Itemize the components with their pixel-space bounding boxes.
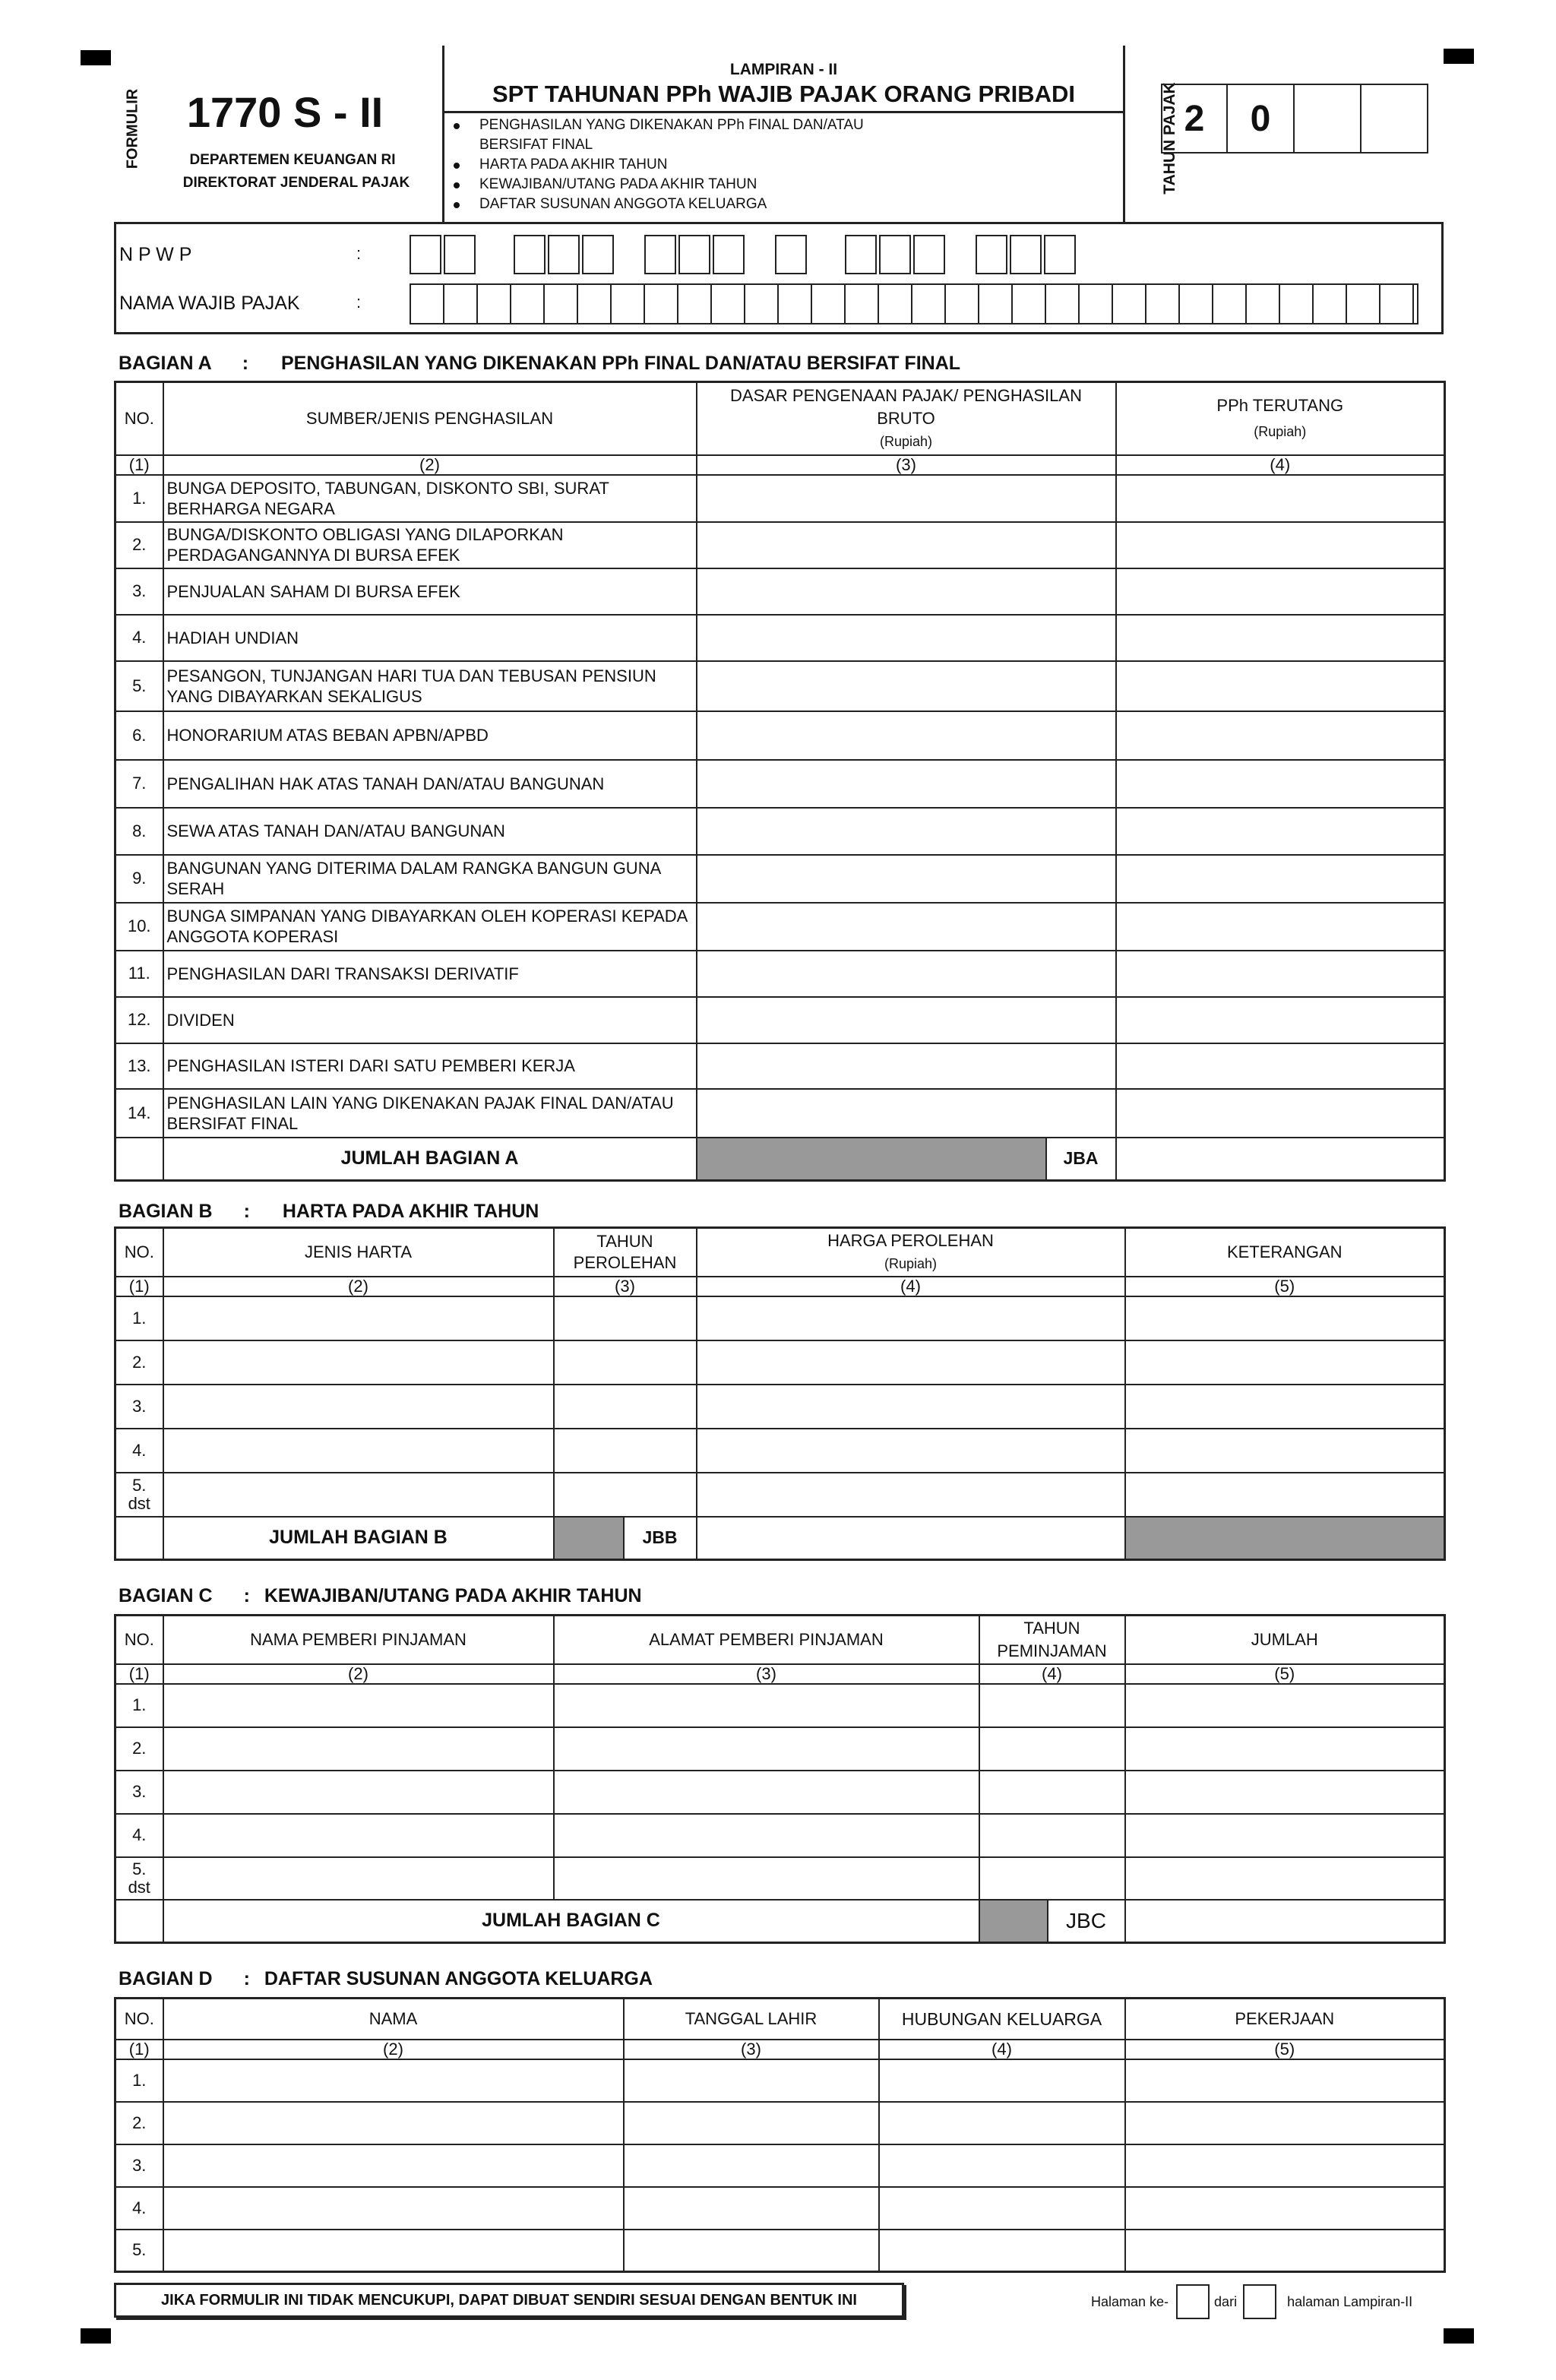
dasar-input[interactable] [697,661,1116,711]
tahun-input[interactable] [979,1684,1125,1727]
keterangan-input[interactable] [1125,1473,1445,1517]
dept-line-2: DIREKTORAT JENDERAL PAJAK [182,175,410,191]
col-number: (1) [115,1664,163,1684]
col-header-tahun: TAHUN PEMINJAMAN [979,1616,1125,1664]
tanggal-lahir-input[interactable] [624,2187,879,2230]
table-row [115,951,1445,997]
tahun-input[interactable] [554,1296,697,1340]
row-no: 3. [115,568,163,615]
tanggal-lahir-input[interactable] [624,2230,879,2272]
form-title: SPT TAHUNAN PPh WAJIB PAJAK ORANG PRIBADI [492,81,1075,107]
table-row [115,522,1445,568]
npwp-digit-box[interactable] [444,235,476,274]
formulir-label: FORMULIR [124,88,141,169]
bagian-c-label: BAGIAN C [119,1585,213,1606]
col-number: (2) [163,1664,554,1684]
table-row [115,808,1445,855]
table-row [115,2144,1445,2187]
year-digit-box[interactable] [1362,84,1428,153]
row-no: 1. [115,1296,163,1340]
col-header-dasar-label: DASAR PENGENAAN PAJAK/ PENGHASILAN BRUTO [730,385,1082,428]
tahun-input[interactable] [979,1727,1125,1771]
col-number: (3) [554,1664,979,1684]
npwp-boxes [410,235,1078,274]
npwp-digit-box[interactable] [879,235,911,274]
row-desc: BANGUNAN YANG DITERIMA DALAM RANGKA BANGUN GUNA SERAH [163,855,697,903]
registration-mark-bottom-right [1444,2328,1474,2344]
bagian-b-colon: : [243,1201,250,1222]
nama-boxes[interactable] [410,283,1418,324]
row-no: 4. [115,615,163,661]
year-digit-box[interactable] [1161,84,1228,153]
tahun-pajak-label: TAHUN PAJAK [1161,82,1178,195]
form-header [114,46,1444,222]
row-desc: PENGHASILAN ISTERI DARI SATU PEMBERI KERJA [163,1043,697,1089]
row-desc: SEWA ATAS TANAH DAN/ATAU BANGUNAN [163,808,697,855]
bagian-d-table [114,1997,1446,2273]
hubungan-input[interactable] [879,2059,1125,2102]
tanggal-lahir-input[interactable] [624,2144,879,2187]
col-number: (3) [554,1277,697,1296]
col-number: (3) [697,455,1116,475]
npwp-digit-box[interactable] [976,235,1007,274]
nama-input[interactable] [163,2230,624,2272]
dasar-input[interactable] [697,808,1116,855]
pph-input[interactable] [1116,615,1445,661]
jumlah-input[interactable] [1125,1857,1445,1900]
npwp-label: N P W P [119,244,192,265]
total-cell-group [554,1517,697,1560]
nama-label: NAMA WAJIB PAJAK [119,293,300,314]
col-header-keterangan: KETERANGAN [1125,1228,1445,1277]
total-pph-input[interactable] [1116,1138,1445,1181]
pekerjaan-input[interactable] [1125,2144,1445,2187]
nama-input[interactable] [163,1684,554,1727]
alamat-input[interactable] [554,1771,979,1814]
bagian-b-heading [119,1201,539,1223]
col-header-no: NO. [115,382,163,455]
dasar-input[interactable] [697,951,1116,997]
col-header-no: NO. [115,1228,163,1277]
table-row [115,568,1445,615]
dasar-input[interactable] [697,475,1116,522]
col-number: (5) [1125,1277,1445,1296]
col-header-no: NO. [115,1616,163,1664]
col-header-no: NO. [115,1999,163,2040]
dasar-input[interactable] [697,1043,1116,1089]
total-code: JBB [642,1527,678,1547]
tahun-input[interactable] [554,1429,697,1473]
col-number: (2) [163,455,697,475]
jenis-input[interactable] [163,1385,554,1429]
row-desc: PESANGON, TUNJANGAN HARI TUA DAN TEBUSAN PENSIUN YANG DIBAYARKAN SEKALIGUS [163,661,697,711]
alamat-input[interactable] [554,1857,979,1900]
col-header-pph [1116,382,1445,455]
shaded-cell [555,1518,625,1559]
jenis-input[interactable] [163,1473,554,1517]
table-row [115,1771,1445,1814]
dasar-input[interactable] [697,855,1116,903]
dasar-input[interactable] [697,997,1116,1043]
npwp-digit-box[interactable] [845,235,877,274]
row-no: 11. [115,951,163,997]
table-row [115,661,1445,711]
keterangan-input[interactable] [1125,1340,1445,1385]
pph-input[interactable] [1116,711,1445,760]
row-no: 4. [115,1814,163,1857]
row-desc: HADIAH UNDIAN [163,615,697,661]
row-desc: PENGALIHAN HAK ATAS TANAH DAN/ATAU BANGUNAN [163,760,697,808]
row-no: 5. dst [115,1857,163,1900]
tahun-input[interactable] [554,1473,697,1517]
col-number: (4) [979,1664,1125,1684]
pph-input[interactable] [1116,475,1445,522]
row-no: 3. [115,1771,163,1814]
row-no: 4. [115,1429,163,1473]
col-number: (1) [115,1277,163,1296]
nama-colon: : [356,293,362,312]
col-number: (2) [163,1277,554,1296]
alamat-input[interactable] [554,1727,979,1771]
tahun-input[interactable] [554,1340,697,1385]
row-no: 3. [115,2144,163,2187]
pph-input[interactable] [1116,997,1445,1043]
nama-input[interactable] [163,2187,624,2230]
total-row [115,1900,1445,1943]
total-cell-group [979,1900,1125,1943]
harga-input[interactable] [697,1429,1125,1473]
contents-item: DAFTAR SUSUNAN ANGGOTA KELUARGA [444,195,931,214]
nama-input[interactable] [163,2059,624,2102]
pph-input[interactable] [1116,1089,1445,1138]
tanggal-lahir-input[interactable] [624,2059,879,2102]
page-indicator [1091,2284,1412,2319]
npwp-digit-box[interactable] [644,235,676,274]
total-row [115,1517,1445,1560]
nama-input[interactable] [163,2102,624,2144]
col-header-tanggal-lahir: TANGGAL LAHIR [624,1999,879,2040]
registration-mark-top-right [1444,49,1474,64]
bagian-d-title: DAFTAR SUSUNAN ANGGOTA KELUARGA [264,1968,653,1989]
col-number: (4) [697,1277,1125,1296]
dasar-input[interactable] [697,711,1116,760]
pph-input[interactable] [1116,903,1445,951]
total-cell-group [697,1138,1116,1181]
row-desc: BUNGA/DISKONTO OBLIGASI YANG DILAPORKAN PERDAGANGANNYA DI BURSA EFEK [163,522,697,568]
shaded-cell [697,1138,1047,1179]
row-no: 2. [115,2102,163,2144]
pph-input[interactable] [1116,760,1445,808]
total-pages-box[interactable] [1243,2284,1276,2319]
dari-label: dari [1214,2293,1238,2309]
nama-input[interactable] [163,1771,554,1814]
table-row [115,1429,1445,1473]
table-row [115,2230,1445,2272]
table-row [115,615,1445,661]
hubungan-input[interactable] [879,2187,1125,2230]
contents-item: KEWAJIBAN/UTANG PADA AKHIR TAHUN [444,175,931,195]
npwp-digit-box[interactable] [548,235,580,274]
col-header-tahun: TAHUN PEROLEHAN [554,1228,697,1277]
col-number: (4) [879,2040,1125,2059]
npwp-digit-box[interactable] [582,235,614,274]
tahun-input[interactable] [979,1857,1125,1900]
jumlah-input[interactable] [1125,1727,1445,1771]
row-no: 7. [115,760,163,808]
table-row [115,2059,1445,2102]
bagian-d-heading [119,1968,653,1990]
year-box-group [1161,84,1428,153]
table-row [115,1043,1445,1089]
halaman-lampiran-label: halaman Lampiran-II [1287,2293,1413,2309]
row-desc: PENJUALAN SAHAM DI BURSA EFEK [163,568,697,615]
col-header-dasar-unit: (Rupiah) [879,433,933,449]
col-header-pekerjaan: PEKERJAAN [1125,1999,1445,2040]
col-header-hubungan: HUBUNGAN KELUARGA [879,1999,1125,2040]
footer-note: JIKA FORMULIR INI TIDAK MENCUKUPI, DAPAT DIBUAT SENDIRI SESUAI DENGAN BENTUK INI [114,2283,904,2318]
row-no: 1. [115,475,163,522]
col-header-pph-unit: (Rupiah) [1254,423,1307,439]
bagian-c-title: KEWAJIBAN/UTANG PADA AKHIR TAHUN [264,1585,642,1606]
col-header-dasar [697,382,1116,455]
bagian-b-title: HARTA PADA AKHIR TAHUN [282,1201,539,1222]
table-row [115,2102,1445,2144]
row-desc: PENGHASILAN DARI TRANSAKSI DERIVATIF [163,951,697,997]
jumlah-input[interactable] [1125,1771,1445,1814]
harga-input[interactable] [697,1340,1125,1385]
npwp-digit-box[interactable] [410,235,441,274]
bagian-a-heading [119,353,960,375]
dasar-input[interactable] [697,1089,1116,1138]
col-number: (1) [115,455,163,475]
contents-item: HARTA PADA AKHIR TAHUN [444,155,931,175]
col-number: (3) [624,2040,879,2059]
row-desc: PENGHASILAN LAIN YANG DIKENAKAN PAJAK FINAL DAN/ATAU BERSIFAT FINAL [163,1089,697,1138]
page-number-box[interactable] [1176,2284,1210,2319]
npwp-digit-box[interactable] [1010,235,1042,274]
pph-input[interactable] [1116,855,1445,903]
col-number: (4) [1116,455,1445,475]
total-label: JUMLAH BAGIAN A [163,1138,697,1181]
dasar-input[interactable] [697,760,1116,808]
table-row [115,1684,1445,1727]
title-underline [444,111,1123,113]
shaded-cell [980,1901,1048,1942]
row-no: 6. [115,711,163,760]
total-code: JBC [1066,1908,1106,1932]
form-code: 1770 S - II [186,88,384,136]
col-header-sumber: SUMBER/JENIS PENGHASILAN [163,382,697,455]
bagian-c-colon: : [243,1585,250,1606]
bagian-a-label: BAGIAN A [119,353,211,374]
pekerjaan-input[interactable] [1125,2102,1445,2144]
table-row [115,2187,1445,2230]
total-harga-input[interactable] [697,1517,1125,1560]
nama-input[interactable] [163,2144,624,2187]
total-label: JUMLAH BAGIAN C [163,1900,979,1943]
col-header-harga-label: HARGA PEROLEHAN [827,1230,994,1250]
keterangan-input[interactable] [1125,1385,1445,1429]
pph-input[interactable] [1116,661,1445,711]
table-row [115,997,1445,1043]
npwp-digit-box[interactable] [1044,235,1076,274]
table-row [115,1727,1445,1771]
table-row [115,855,1445,903]
row-no: 2. [115,522,163,568]
harga-input[interactable] [697,1296,1125,1340]
table-row [115,1340,1445,1385]
bagian-b-table [114,1226,1446,1561]
row-no: 8. [115,808,163,855]
row-no: 5. [115,2230,163,2272]
pekerjaan-input[interactable] [1125,2230,1445,2272]
npwp-colon: : [356,244,362,263]
alamat-input[interactable] [554,1684,979,1727]
tahun-input[interactable] [554,1385,697,1429]
col-header-alamat: ALAMAT PEMBERI PINJAMAN [554,1616,979,1664]
dasar-input[interactable] [697,568,1116,615]
npwp-digit-box[interactable] [913,235,945,274]
table-row [115,475,1445,522]
jumlah-input[interactable] [1125,1814,1445,1857]
row-desc: HONORARIUM ATAS BEBAN APBN/APBD [163,711,697,760]
col-header-nama: NAMA [163,1999,624,2040]
col-number: (1) [115,2040,163,2059]
registration-mark-bottom-left [81,2328,111,2344]
table-row [115,1857,1445,1900]
total-label: JUMLAH BAGIAN B [163,1517,554,1560]
nama-input[interactable] [163,1814,554,1857]
col-number: (2) [163,2040,624,2059]
pekerjaan-input[interactable] [1125,2187,1445,2230]
jenis-input[interactable] [163,1340,554,1385]
jenis-input[interactable] [163,1296,554,1340]
row-desc: BUNGA DEPOSITO, TABUNGAN, DISKONTO SBI, SURAT BERHARGA NEGARA [163,475,697,522]
year-digit-box[interactable] [1295,84,1362,153]
table-row [115,1814,1445,1857]
col-number: (5) [1125,1664,1445,1684]
keterangan-input[interactable] [1125,1429,1445,1473]
bagian-a-colon: : [242,353,249,374]
bagian-a-table [114,381,1446,1182]
year-digit-box[interactable] [1228,84,1295,153]
row-desc: DIVIDEN [163,997,697,1043]
identity-box [114,222,1444,334]
tahun-input[interactable] [979,1814,1125,1857]
table-row [115,711,1445,760]
row-no: 5. dst [115,1473,163,1517]
col-header-pph-label: PPh TERUTANG [1216,395,1344,415]
table-row [115,1473,1445,1517]
jumlah-input[interactable] [1125,1684,1445,1727]
npwp-digit-box[interactable] [514,235,546,274]
row-no: 1. [115,2059,163,2102]
table-row [115,760,1445,808]
harga-input[interactable] [697,1473,1125,1517]
contents-list [444,116,931,214]
bagian-b-label: BAGIAN B [119,1201,213,1222]
table-row [115,903,1445,951]
dasar-input[interactable] [697,903,1116,951]
dasar-input[interactable] [697,615,1116,661]
row-no: 9. [115,855,163,903]
col-number: (5) [1125,2040,1445,2059]
row-no: 2. [115,1727,163,1771]
row-no: 14. [115,1089,163,1138]
header-divider-right [1123,46,1125,222]
hubungan-input[interactable] [879,2144,1125,2187]
total-row [115,1138,1445,1181]
row-no: 2. [115,1340,163,1385]
nama-input[interactable] [163,1727,554,1771]
col-header-harga [697,1228,1125,1277]
keterangan-input[interactable] [1125,1296,1445,1340]
col-header-jenis: JENIS HARTA [163,1228,554,1277]
lampiran-label: LAMPIRAN - II [729,61,838,78]
halaman-ke-label: Halaman ke- [1091,2293,1169,2309]
row-no: 12. [115,997,163,1043]
table-row [115,1385,1445,1429]
year-digit: 0 [1250,98,1271,139]
pph-input[interactable] [1116,951,1445,997]
row-no: 3. [115,1385,163,1429]
npwp-digit-box[interactable] [713,235,745,274]
pekerjaan-input[interactable] [1125,2059,1445,2102]
table-row [115,1089,1445,1138]
bagian-d-label: BAGIAN D [119,1968,213,1989]
row-desc: BUNGA SIMPANAN YANG DIBAYARKAN OLEH KOPERASI KEPADA ANGGOTA KOPERASI [163,903,697,951]
bagian-d-colon: : [243,1968,250,1989]
registration-mark-top-left [81,50,111,65]
tahun-input[interactable] [979,1771,1125,1814]
total-code: JBA [1063,1148,1099,1168]
npwp-digit-box[interactable] [775,235,807,274]
harga-input[interactable] [697,1385,1125,1429]
row-no: 13. [115,1043,163,1089]
dept-line-1: DEPARTEMEN KEUANGAN RI [189,152,396,168]
row-no: 4. [115,2187,163,2230]
pph-input[interactable] [1116,568,1445,615]
dasar-input[interactable] [697,522,1116,568]
hubungan-input[interactable] [879,2102,1125,2144]
bagian-a-title: PENGHASILAN YANG DIKENAKAN PPh FINAL DAN/ATAU BERSIFAT FINAL [281,353,961,374]
shaded-cell [1125,1517,1445,1560]
pph-input[interactable] [1116,808,1445,855]
pph-input[interactable] [1116,1043,1445,1089]
col-header-nama: NAMA PEMBERI PINJAMAN [163,1616,554,1664]
total-jumlah-input[interactable] [1125,1900,1445,1943]
nama-input[interactable] [163,1857,554,1900]
table-row [115,1296,1445,1340]
contents-item: PENGHASILAN YANG DIKENAKAN PPh FINAL DAN/ATAU BERSIFAT FINAL [444,116,931,155]
tanggal-lahir-input[interactable] [624,2102,879,2144]
jenis-input[interactable] [163,1429,554,1473]
npwp-digit-box[interactable] [678,235,710,274]
pph-input[interactable] [1116,522,1445,568]
bagian-c-table [114,1614,1446,1944]
col-header-jumlah: JUMLAH [1125,1616,1445,1664]
year-digit: 2 [1184,98,1205,139]
row-no: 5. [115,661,163,711]
bagian-c-heading [119,1585,642,1607]
hubungan-input[interactable] [879,2230,1125,2272]
row-no: 10. [115,903,163,951]
col-header-harga-unit: (Rupiah) [884,1255,938,1271]
row-no: 1. [115,1684,163,1727]
alamat-input[interactable] [554,1814,979,1857]
